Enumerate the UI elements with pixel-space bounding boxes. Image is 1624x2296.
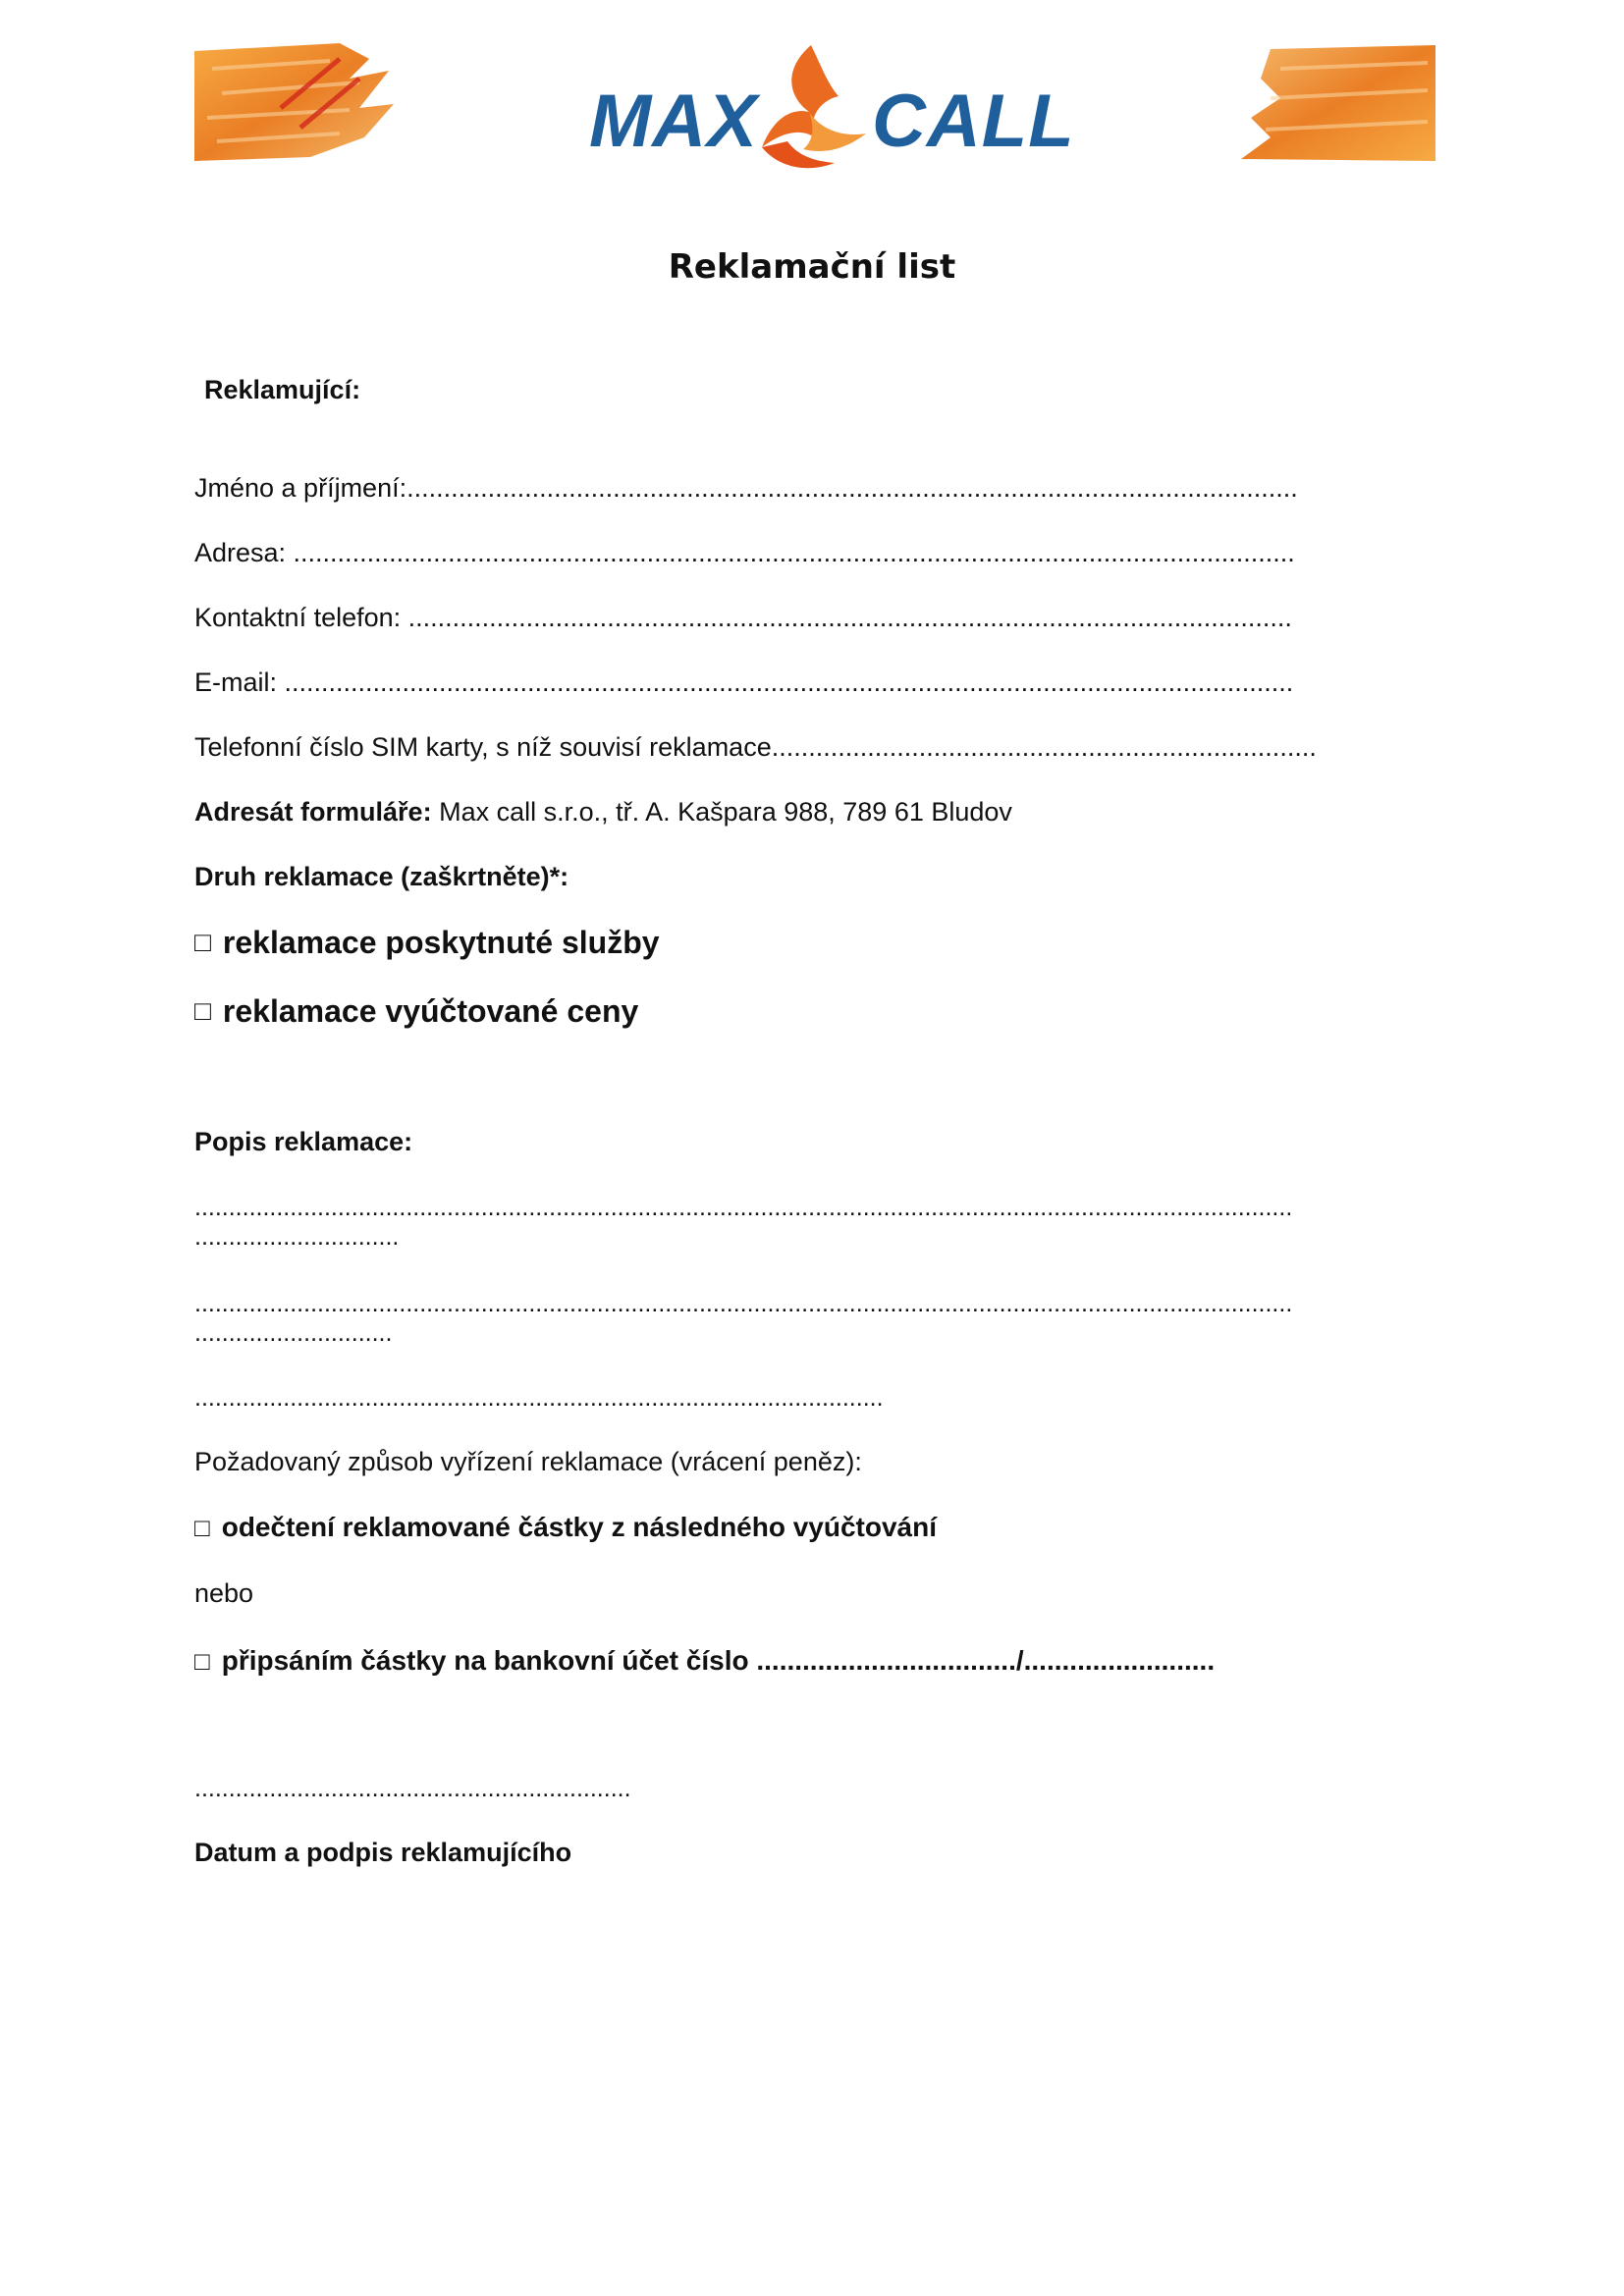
description-line-2[interactable]: ................................................................................................................................................................. — [194, 1290, 1293, 1317]
checkbox-price-claim[interactable] — [194, 993, 638, 1030]
checkbox-icon[interactable]: □ — [194, 927, 211, 957]
recipient-line — [194, 797, 1012, 828]
resolution-heading: Požadovaný způsob vyřízení reklamace (vrácení peněz): — [194, 1447, 862, 1476]
option-service-label: reklamace poskytnuté služby — [222, 925, 660, 960]
logo-swirl-icon — [744, 39, 872, 177]
checkbox-service-claim[interactable] — [194, 925, 660, 961]
checkbox-deduct-option[interactable] — [194, 1512, 937, 1543]
recipient-label: Adresát formuláře: — [194, 797, 432, 827]
logo-text-max: MAX — [589, 80, 758, 163]
description-line-3[interactable]: ..................................................................................................... — [194, 1384, 884, 1412]
or-label: nebo — [194, 1578, 254, 1608]
description-line-1-cont[interactable]: .............................. — [194, 1223, 400, 1251]
checkbox-icon[interactable]: □ — [194, 1513, 210, 1542]
brush-stroke-left — [192, 39, 399, 167]
signature-label: Datum a podpis reklamujícího — [194, 1838, 572, 1867]
recipient-address: Max call s.r.o., tř. A. Kašpara 988, 789 61 Bludov — [431, 797, 1012, 827]
signature-line[interactable]: ................................................................ — [194, 1775, 631, 1802]
claim-type-heading: Druh reklamace (zaškrtněte)*: — [194, 862, 569, 891]
description-heading: Popis reklamace: — [194, 1127, 413, 1156]
claimant-heading: Reklamující: — [204, 375, 361, 404]
option-deduct-label: odečtení reklamované částky z následného vyúčtování — [221, 1512, 938, 1542]
document-title: Reklamační list — [668, 247, 956, 287]
checkbox-icon[interactable]: □ — [194, 995, 211, 1026]
option-bank-label: připsáním částky na bankovní účet číslo ................................../......................... — [221, 1645, 1216, 1676]
name-field[interactable]: Jméno a příjmení:......................................................................................................................... — [194, 473, 1298, 503]
checkbox-icon[interactable]: □ — [194, 1646, 210, 1676]
brush-stroke-right — [1231, 39, 1437, 167]
description-line-1[interactable]: ................................................................................................................................................................. — [194, 1194, 1293, 1221]
address-field[interactable]: Adresa: ........................................................................................................................................ — [194, 538, 1295, 567]
checkbox-bank-option[interactable] — [194, 1645, 1215, 1677]
option-price-label: reklamace vyúčtované ceny — [222, 993, 639, 1029]
description-line-2-cont[interactable]: ............................. — [194, 1319, 393, 1347]
email-field[interactable]: E-mail: ......................................................................................................................................... — [194, 667, 1294, 697]
phone-field[interactable]: Kontaktní telefon: ........................................................................................................................ — [194, 603, 1292, 632]
logo-text-call: CALL — [872, 80, 1075, 163]
sim-number-field[interactable]: Telefonní číslo SIM karty, s níž souvisí reklamace.......................................................................... — [194, 732, 1317, 762]
